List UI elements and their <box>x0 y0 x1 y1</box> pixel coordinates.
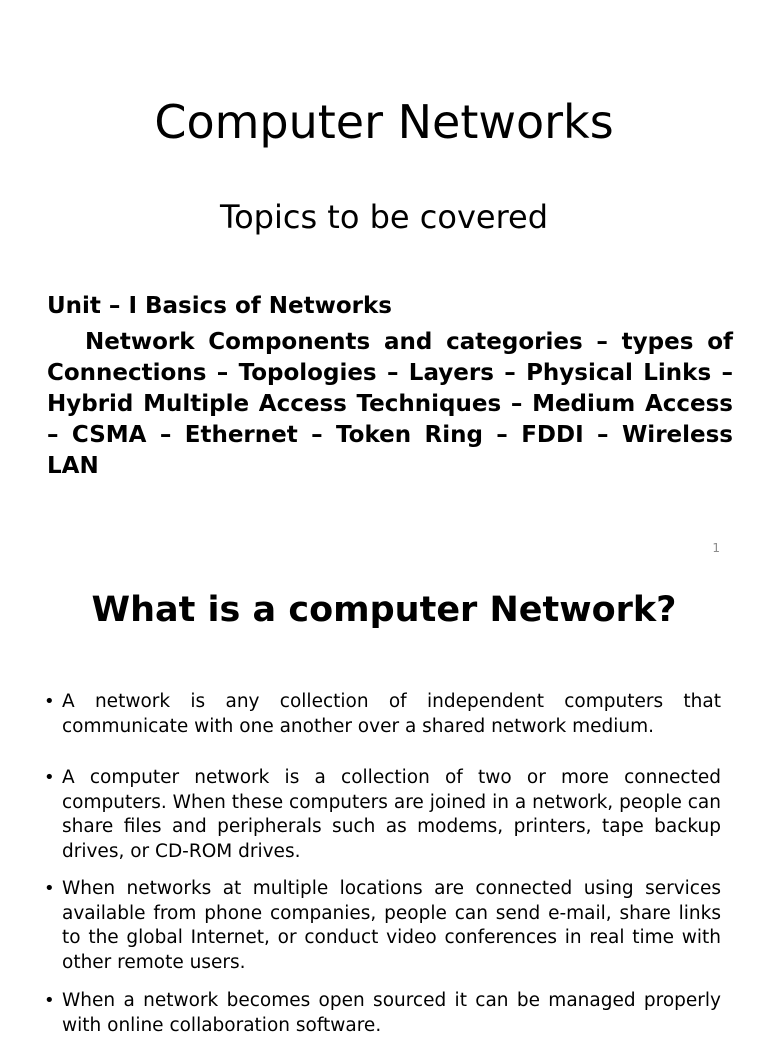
list-item <box>44 690 721 739</box>
list-item <box>44 766 721 864</box>
bullet-icon: • <box>44 691 55 712</box>
slide-title: What is a computer Network? <box>91 590 677 630</box>
bullet-text: When a network becomes open sourced it can be managed properly with online collaboration software. <box>62 990 721 1036</box>
bullet-icon: • <box>44 878 55 899</box>
unit-heading: Unit – I Basics of Networks <box>47 293 392 319</box>
page-number: 1 <box>712 541 720 555</box>
unit-topics: Network Components and categories – types of Connections – Topologies – Layers – Physical Links – Hybrid Multiple Access Techniques – Medium Access – CSMA – Ethernet – Token Ring – FDDI – Wireless LAN <box>47 329 733 479</box>
bullet-text: When networks at multiple locations are connected using services available from phone companies, people can send e-mail, share links to the global Internet, or conduct video conferences in real time with other remote users. <box>62 878 721 973</box>
list-item <box>44 989 721 1038</box>
bullet-icon: • <box>44 990 55 1011</box>
bullet-icon: • <box>44 767 55 788</box>
slide-2 <box>0 576 768 1036</box>
slide-title: Computer Networks <box>154 95 614 149</box>
bullet-text: A computer network is a collection of two or more connected computers. When these computers are joined in a network, people can share files and peripherals such as modems, printers, tape backup drives, or CD-ROM drives. <box>62 767 721 862</box>
list-item <box>44 877 721 975</box>
bullet-text: A network is any collection of independent computers that communicate with one another over a shared network medium. <box>62 691 721 737</box>
slide-subtitle: Topics to be covered <box>219 198 549 236</box>
